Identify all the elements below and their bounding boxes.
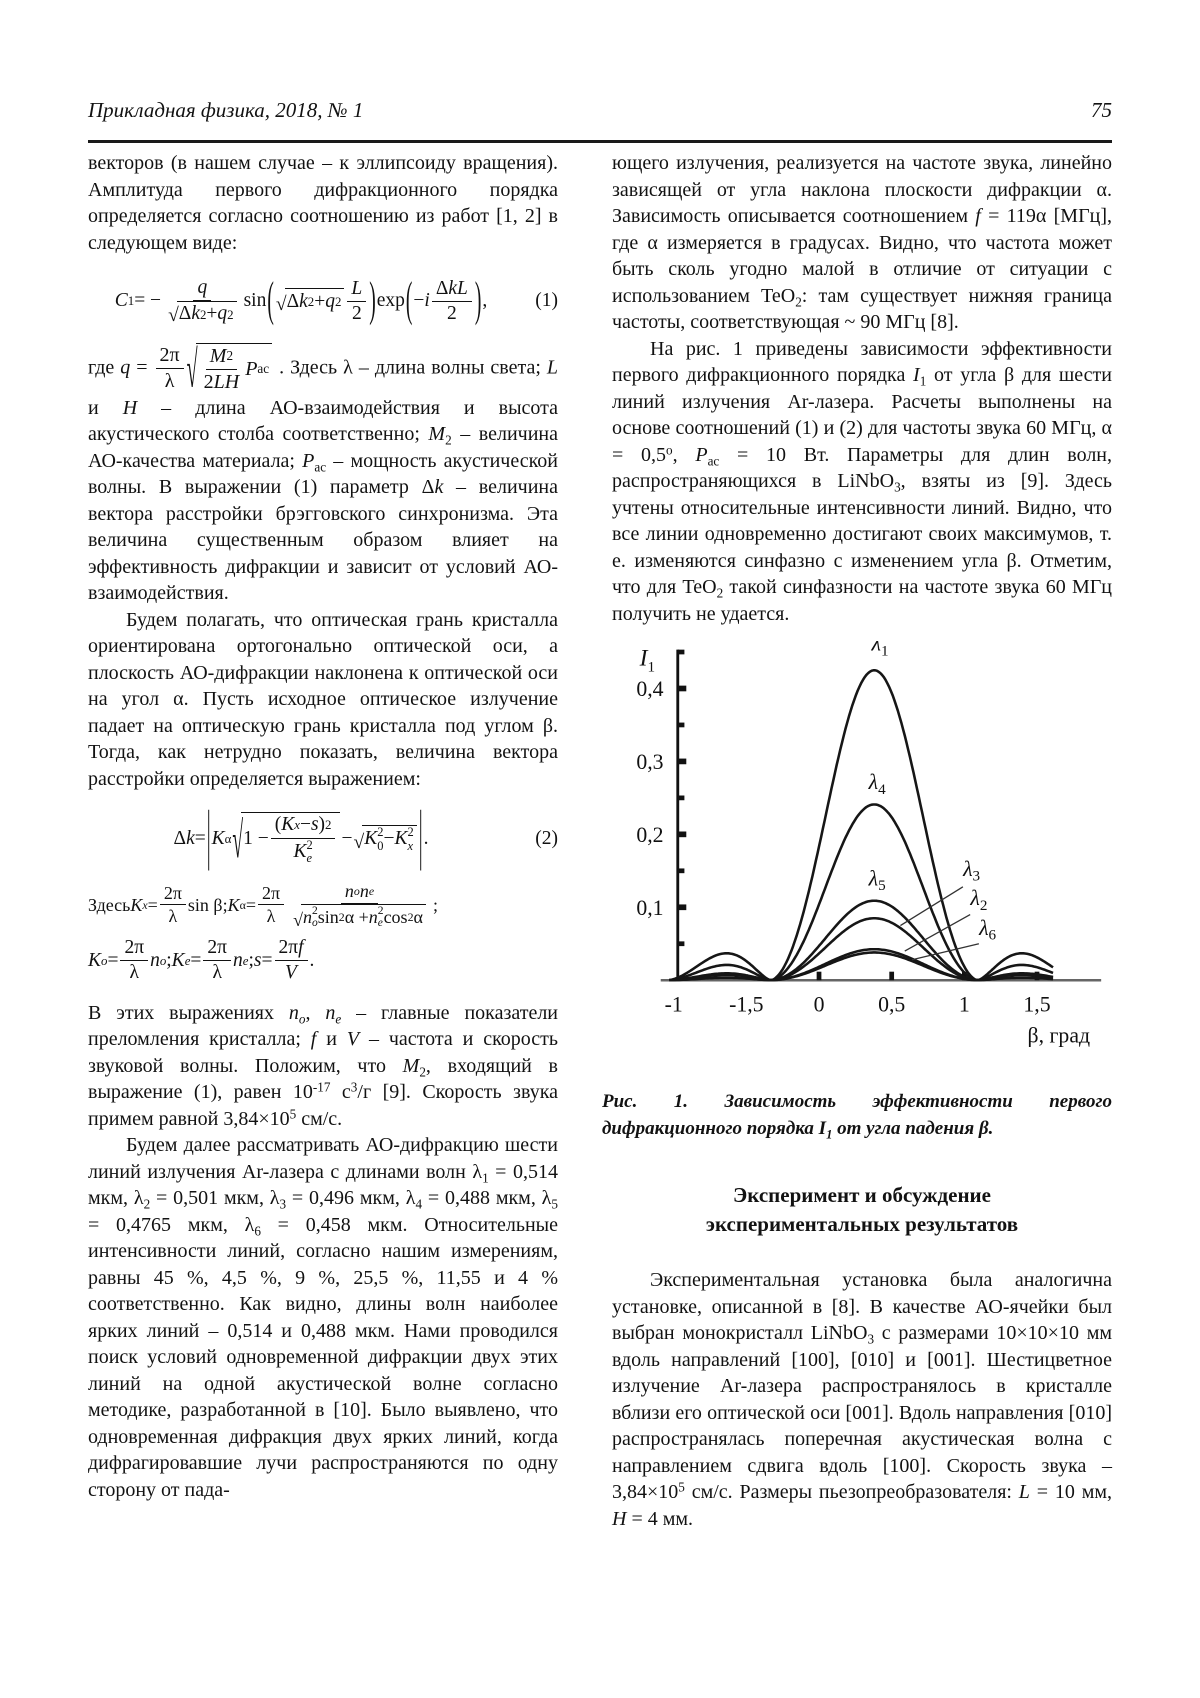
paragraph-будем-полагать: Будем полагать, что оптическая грань кристалла ориентирована ортогонально оптической оси, а плоскость АО-дифракции наклонена к оптической оси на угол α. Пусть исходное оптическое излучение падает на оптическую грань кристалла под углом β. Тогда, как нетрудно показать, величина вектора расстройки определяется выражением: <box>88 608 558 790</box>
equation-2 <box>88 802 558 875</box>
equation-3 <box>88 880 558 930</box>
svg-text:0: 0 <box>813 992 825 1017</box>
svg-text:λ4: $\lambda_4$ <box>868 770 886 798</box>
equation-1-math: C 1 = − q √ Δ k 2 + q 2 sin ( √ Δ k 2 + q 2 $\frac{L}{2}$ ) exp ( − i Δ kL 2 ) , <box>114 274 488 327</box>
equation-3-math: Здесь K x = $\frac{2\pi}{\lambda}$ sin β; K α = $\frac{2\pi}{\lambda}$ n o n e √ n 2 o sin 2 α + n 2 e cos 2 α ; <box>88 881 438 930</box>
svg-text:0,1: 0,1 <box>636 895 664 920</box>
page-header <box>88 98 1112 123</box>
svg-text:0,3: 0,3 <box>636 749 664 774</box>
section-heading-line1: Эксперимент и обсуждение <box>733 1182 991 1207</box>
svg-text:β, град: β, град <box>1027 1023 1091 1048</box>
svg-text:λ6: $\lambda_6$ <box>979 915 997 944</box>
svg-text:λ2: $\lambda_2$ <box>970 886 988 914</box>
journal-title: Прикладная физика, 2018, № 1 <box>88 98 364 122</box>
section-heading <box>612 1181 1112 1240</box>
svg-text:0,2: 0,2 <box>636 822 664 847</box>
svg-text:λ5: $\lambda_5$ <box>868 866 886 895</box>
equation-2-math: Δ k = | K α √ 1 − ( K x − s ) 2 K 2 e − √ K 2 0 − K 2 x | . <box>173 802 429 875</box>
equation-4-math: K o = $\frac{2\pi}{\lambda}$ n o ; K e = $\frac{2\pi}{\lambda}$ n e ; s = 2π f V . <box>88 936 315 984</box>
svg-text:0,4: 0,4 <box>636 677 664 702</box>
equation-1 <box>88 276 558 327</box>
chart-svg <box>602 641 1104 1058</box>
paragraph-где-q: где q = $\frac{2\pi}{\lambda}$ √ M 2 2 LH P ас . Здесь λ – длина волны света; L и H – длина АО-взаимодействия и высота акустического столба соответственно; $M_2$ – величина АО-качества материала; $P_{ас}$ – мощность акустической волны. В выражении (1) параметр Δk – величина вектора расстройки брэгговского синхронизма. Эта величина существенным образом влияет на эффективность дифракции и зависит от условий АО-взаимодействия. <box>88 342 559 605</box>
svg-text:-1: -1 <box>664 992 683 1017</box>
page-number: 75 <box>1091 98 1112 122</box>
equation-2-number: (2) <box>535 827 558 849</box>
figure-1 <box>602 641 1112 1143</box>
svg-text:I1: $I_1$ <box>639 645 656 676</box>
figure-caption: Рис. 1. Зависимость эффективности первого дифракционного порядка $I_1$ от угла падения β. <box>602 1090 1112 1142</box>
svg-text:λ3: $\lambda_3$ <box>963 856 981 885</box>
section-heading-line2: экспериментальных результатов <box>705 1211 1019 1236</box>
svg-text:0,5: 0,5 <box>878 992 906 1017</box>
paragraph-в-этих-выражениях: В этих выражениях $n_o$, $n_e$ – главные показатели преломления кристалла; f и V – частота и скорость звуковой волны. Положим, что $M_2$, входящий в выражение (1), равен $10^{-17}$ $с^3/г$ [9]. Скорость звука примем равной $3,84\times 10^5$ см/с. <box>88 1001 559 1130</box>
right-column <box>602 150 1113 1532</box>
paragraph-ющего-излучения: ющего излучения, реализуется на частоте звука, линейно зависящей от угла наклона плоскости дифракции α. Зависимость описывается соотношением f = 119α [МГц], где α измеряется в градусах. Видно, что частота может быть сколь угодно малой в отличие от ситуации с использованием TeO$_2$: там существует нижняя граница частоты, соответствующая ~ 90 МГц [8]. <box>612 152 1112 333</box>
svg-text:1: 1 <box>958 992 970 1017</box>
svg-text:-1,5: -1,5 <box>729 992 764 1017</box>
svg-text:λ1: $\lambda_1$ <box>871 641 889 660</box>
paragraph-на-рис-1: На рис. 1 приведены зависимости эффективности первого дифракционного порядка $I_1$ от угла β для шести линий излучения Ar-лазера. Расчеты выполнены на основе соотношений (1) и (2) для частоты звука 60 МГц, $\alpha = 0,5^о$, $P_{ас} = 10$ Вт. Параметры для длин волн, распространяющихся в LiNbO$_3$, взяты из [9]. Здесь учтены относительные интенсивности линий. Видно, что все линии одновременно достигают своих максимумов, т. е. изменяются синфазно с изменением угла β. Отметим, что для TeO$_2$ такой синфазности на частоте звука 60 МГц получить не удается. <box>612 337 1113 625</box>
equation-1-number: (1) <box>535 290 558 312</box>
paragraph-будем-далее: Будем далее рассматривать АО-дифракцию шести линий излучения Ar-лазера с длинами волн $\lambda_1 = 0,514$ мкм, $\lambda_2 = 0,501$ мкм, $\lambda_3 = 0,496$ мкм, $\lambda_4 = 0,488$ мкм, $\lambda_5 = 0,4765$ мкм, $\lambda_6 = 0,458$ мкм. Относительные интенсивности линий, согласно нашим измерениям, равны 45 %, 4,5 %, 9 %, 25,5 %, 11,55 и 4 % соответственно. Как видно, длины волн наиболее ярких линий – 0,514 и 0,488 мкм. Нами проводился поиск условий одновременной дифракции двух этих линий на одной акустической волне согласно методике, разработанной в [10]. Было выявлено, что одновременная дифракция двух ярких линий, когда дифрагировавшие лучи распространяются по одну сторону от пада- <box>88 1134 558 1501</box>
equation-4 <box>88 936 558 986</box>
svg-text:1,5: 1,5 <box>1023 992 1051 1017</box>
paragraph-экспериментальная: Экспериментальная установка была аналогична установке, описанной в [8]. В качестве АО-ячейки был выбран монокристалл LiNbO$_3$ с размерами 10×10×10 мм вдоль направлений [100], [010] и [001]. Шестицветное излучение Ar-лазера распространялось в кристалле вблизи его оптической оси [001]. Вдоль направления [010] распространялась поперечная акустическая волна с направлением сдвига вдоль [100]. Скорость звука – $3,84\times 10^5$ см/с. Размеры пьезопреобразователя: L = 10 мм, H = 4 мм. <box>612 1269 1113 1530</box>
left-column <box>88 150 558 1503</box>
header-rule <box>88 140 1112 143</box>
paragraph-векторов: векторов (в нашем случае – к эллипсоиду вращения). Амплитуда первого дифракционного порядка определяется согласно соотношению из работ [1, 2] в следующем виде: <box>88 152 558 254</box>
